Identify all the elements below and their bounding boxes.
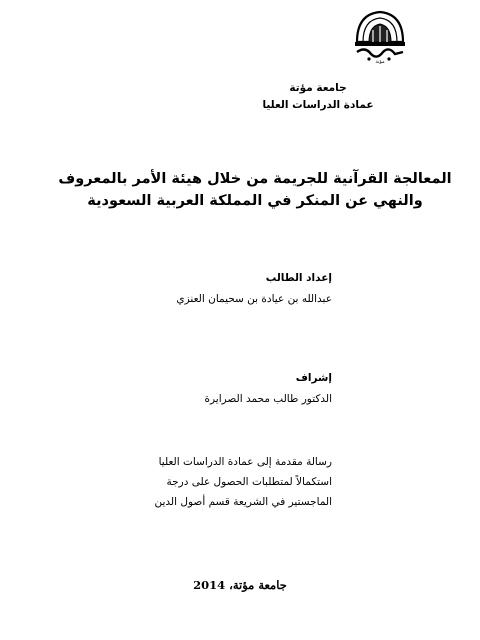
thesis-statement — [154, 452, 332, 512]
svg-text:مؤتة: مؤتة — [375, 59, 385, 64]
thesis-title — [40, 168, 470, 212]
supervision-label: إشراف — [295, 372, 332, 384]
thesis-statement-line-2: استكمالاً لمتطلبات الحصول على درجة — [166, 476, 332, 488]
supervisor-name: الدكتور طالب محمد الصرايرة — [204, 393, 332, 405]
thesis-title-line-2: والنهي عن المنكر في المملكة العربية السعودية — [87, 193, 423, 209]
deanship-name: عمادة الدراسات العليا — [262, 99, 374, 111]
student-name: عبدالله بن عيادة بن سحيمان العنزي — [176, 293, 332, 305]
university-name: جامعة مؤتة — [289, 82, 347, 94]
thesis-statement-line-3: الماجستير في الشريعة قسم أصول الدين — [154, 496, 332, 508]
place-and-year: جامعة مؤتة، 2014 — [193, 578, 287, 592]
thesis-title-line-1: المعالجة القرآنية للجريمة من خلال هيئة الأمر بالمعروف — [58, 171, 452, 187]
thesis-statement-line-1: رسالة مقدمة إلى عمادة الدراسات العليا — [158, 456, 332, 468]
prepared-by-label: إعداد الطالب — [265, 272, 332, 284]
university-logo — [351, 8, 409, 64]
